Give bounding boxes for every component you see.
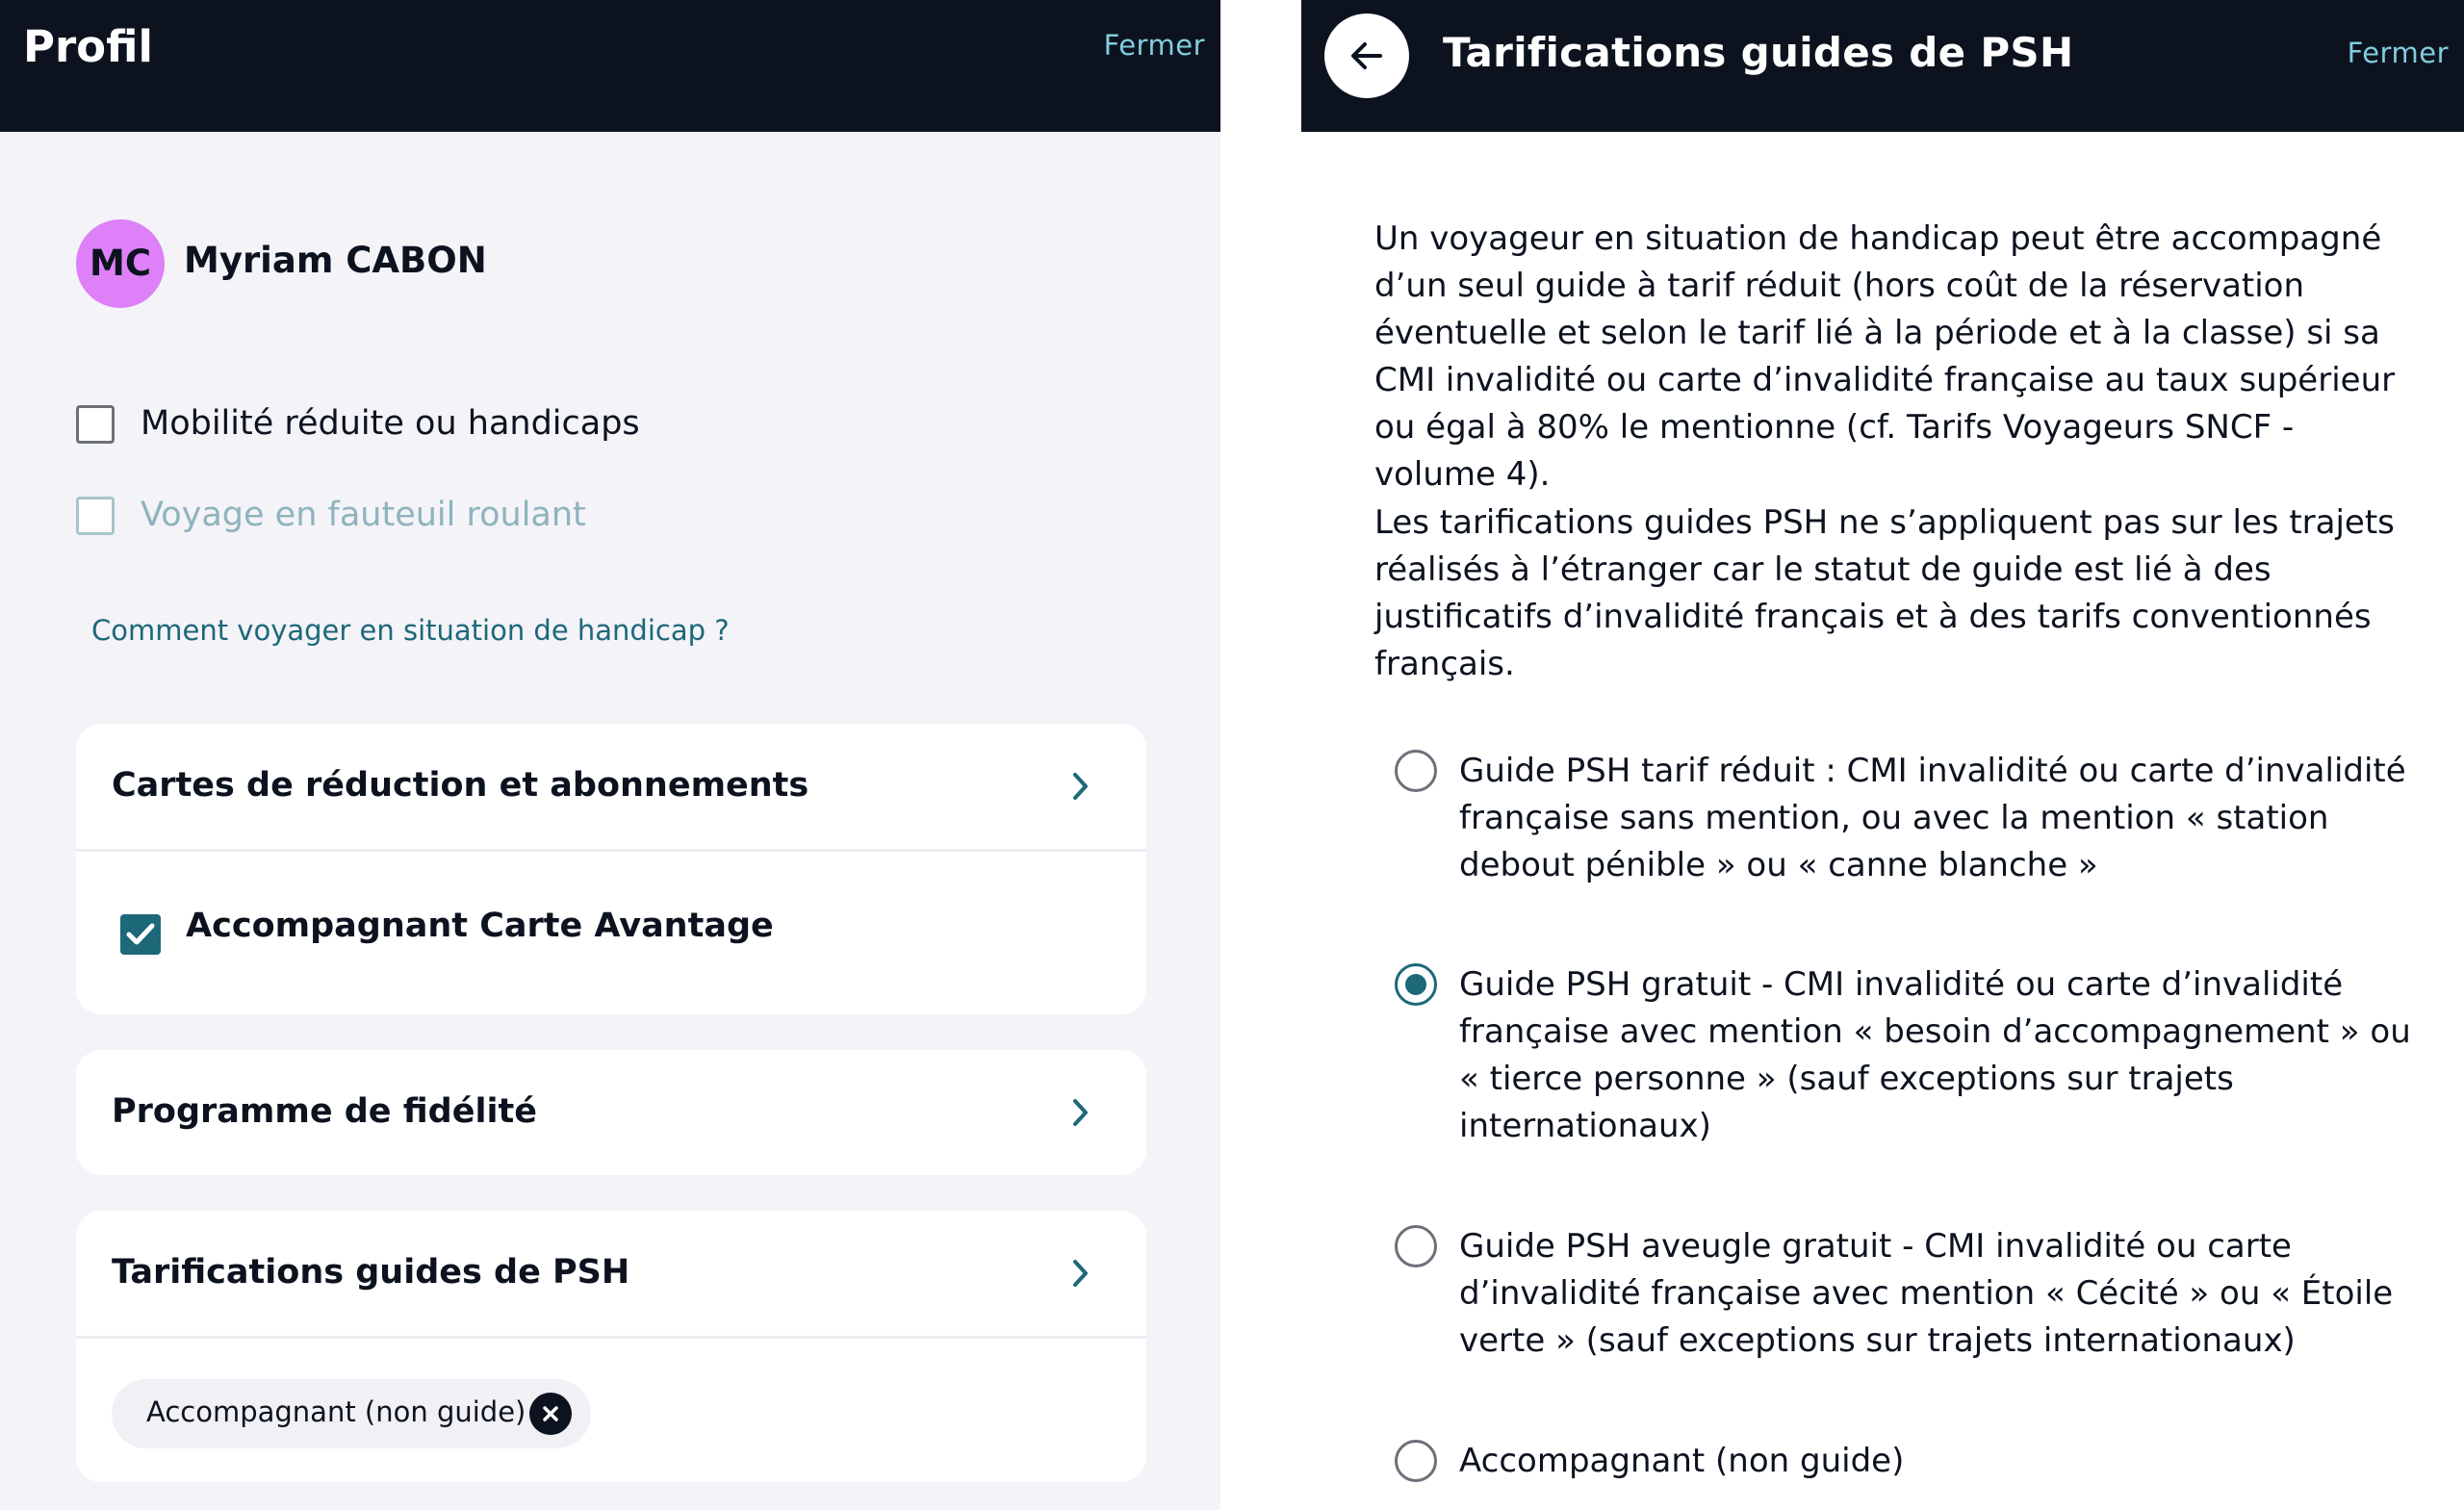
psh-row[interactable] [76, 1211, 1146, 1336]
psh-header [1301, 0, 2464, 132]
check-icon [126, 921, 155, 948]
radio-companion[interactable] [1395, 1440, 1437, 1482]
radio-label[interactable]: Guide PSH aveugle gratuit - CMI invalidité ou carte d’invalidité française avec mention « Cécité » ou « Étoile verte » (sauf exceptions sur trajets internationaux) [1459, 1227, 2394, 1360]
remove-chip-button[interactable] [529, 1393, 572, 1435]
card-divider [76, 1336, 1146, 1339]
psh-pricing-panel [1301, 0, 2464, 1510]
intro-paragraph: Les tarifications guides PSH ne s’appliquent pas sur les trajets réalisés à l’étranger car le statut de guide est lié à des justificatifs d’invalidité français et à des tarifs conventionnés français. [1374, 503, 2395, 683]
intro-paragraph: Un voyageur en situation de handicap peut être accompagné d’un seul guide à tarif réduit (hors coût de la réservation éventuelle et selon le tarif lié à la période et à la classe) si sa CMI invalidité ou carte d’invalidité française au taux supérieur ou égal à 80% le mentionne (cf. Tarifs Voyageurs SNCF - volume 4). [1374, 219, 2396, 494]
chevron-right-icon [1071, 1259, 1091, 1288]
loyalty-card[interactable] [76, 1050, 1146, 1175]
handicap-help-link[interactable]: Comment voyager en situation de handicap ? [91, 614, 730, 647]
wheelchair-checkbox [76, 497, 115, 535]
page-title: Tarifications guides de PSH [1443, 29, 2074, 76]
chevron-right-icon [1071, 1098, 1091, 1127]
back-button[interactable] [1324, 13, 1409, 98]
loyalty-title: Programme de fidélité [112, 1092, 537, 1131]
user-name: Myriam CABON [184, 240, 487, 281]
close-button[interactable]: Fermer [1103, 29, 1205, 62]
radio-label[interactable]: Accompagnant (non guide) [1459, 1442, 1905, 1480]
avatar: MC [76, 219, 165, 308]
discount-cards-row[interactable] [76, 724, 1146, 849]
close-button[interactable]: Fermer [2347, 37, 2449, 69]
companion-card-label: Accompagnant Carte Avantage [186, 907, 774, 945]
radio-guide-blind-free[interactable] [1395, 1225, 1437, 1267]
close-icon [541, 1404, 560, 1423]
companion-card-checkbox[interactable] [120, 914, 161, 955]
wheelchair-label: Voyage en fauteuil roulant [141, 496, 586, 534]
reduced-mobility-label[interactable]: Mobilité réduite ou handicaps [141, 404, 640, 443]
arrow-left-icon [1348, 37, 1386, 75]
radio-guide-reduced[interactable] [1395, 750, 1437, 792]
psh-selection-chip [112, 1379, 591, 1448]
chevron-right-icon [1071, 772, 1091, 801]
reduced-mobility-checkbox[interactable] [76, 405, 115, 444]
radio-label[interactable]: Guide PSH tarif réduit : CMI invalidité ou carte d’invalidité française sans mention, ou avec la mention « station debout pénible » ou « canne blanche » [1459, 752, 2406, 884]
radio-label[interactable]: Guide PSH gratuit - CMI invalidité ou carte d’invalidité française avec mention « besoin d’accompagnement » ou « tierce personne » (sauf exceptions sur trajets internationaux) [1459, 965, 2411, 1145]
discount-cards-card [76, 724, 1146, 1014]
discount-cards-title: Cartes de réduction et abonnements [112, 766, 809, 805]
page-title: Profil [23, 21, 153, 72]
psh-card [76, 1211, 1146, 1482]
psh-title: Tarifications guides de PSH [112, 1253, 630, 1292]
card-divider [76, 849, 1146, 852]
profile-header [0, 0, 1220, 132]
chip-label: Accompagnant (non guide) [146, 1395, 526, 1428]
radio-guide-free[interactable] [1395, 963, 1437, 1006]
profile-panel [0, 0, 1220, 1510]
